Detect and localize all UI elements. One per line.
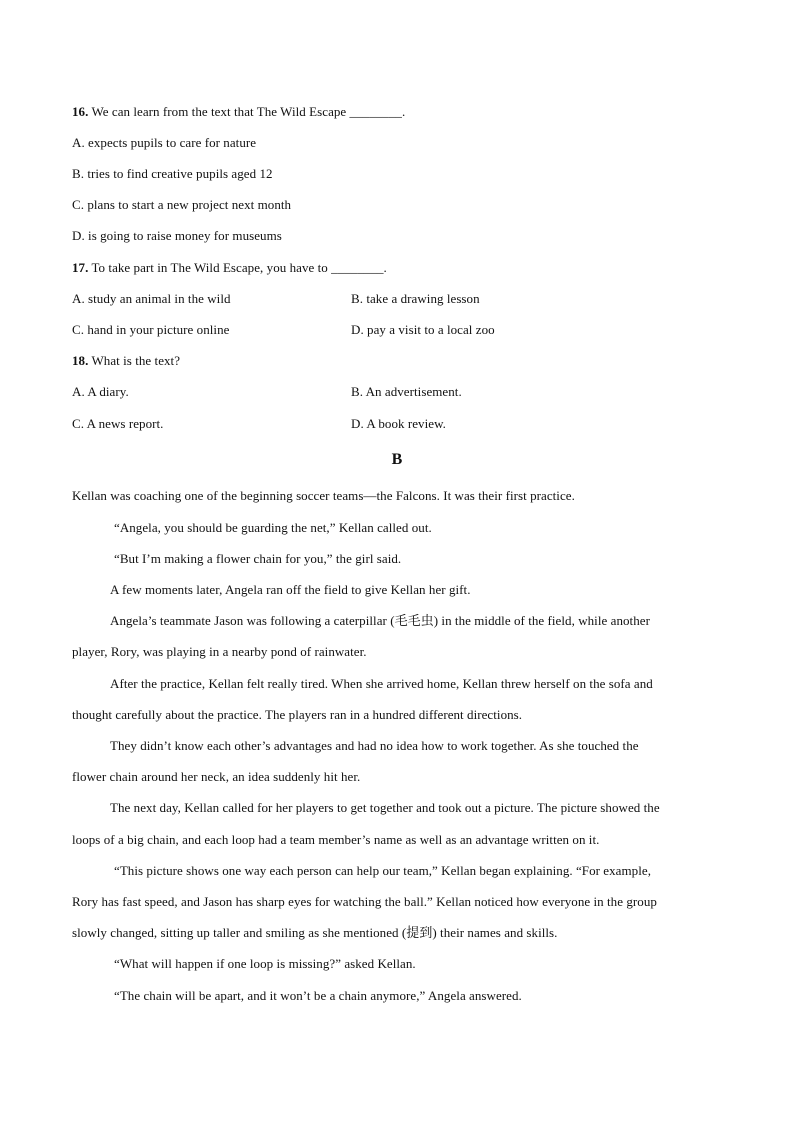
passage-line: A few moments later, Angela ran off the field to give Kellan her gift.: [110, 582, 471, 597]
passage-line: Rory has fast speed, and Jason has sharp eyes for watching the ball.” Kellan noticed how everyone in the group: [72, 894, 657, 909]
question-16-option-d: D. is going to raise money for museums: [72, 228, 282, 243]
passage-line: They didn’t know each other’s advantages and had no idea how to work together. As she touched the: [110, 738, 639, 753]
question-16-option-b: B. tries to find creative pupils aged 12: [72, 166, 273, 181]
question-18-option-a: A. A diary.: [72, 384, 129, 399]
passage-line: “This picture shows one way each person can help our team,” Kellan began explaining. “For example,: [114, 863, 651, 878]
question-16-option-a: A. expects pupils to care for nature: [72, 135, 257, 150]
passage-line: flower chain around her neck, an idea suddenly hit her.: [72, 769, 361, 784]
passage-line: player, Rory, was playing in a nearby pond of rainwater.: [72, 644, 367, 659]
passage-line: Angela’s teammate Jason was following a caterpillar (毛毛虫) in the middle of the field, while another: [110, 613, 650, 628]
question-16-option-c: C. plans to start a new project next month: [72, 197, 292, 212]
passage-line: slowly changed, sitting up taller and smiling as she mentioned (提到) their names and skills.: [72, 925, 558, 940]
passage-line: The next day, Kellan called for her players to get together and took out a picture. The picture showed the: [110, 800, 660, 815]
question-17-option-d: D. pay a visit to a local zoo: [351, 322, 495, 337]
question-17-stem: [72, 259, 387, 277]
passage-line: thought carefully about the practice. The players ran in a hundred different directions.: [72, 707, 523, 722]
question-18-stem: [72, 352, 180, 370]
question-17-option-c: C. hand in your picture online: [72, 322, 230, 337]
passage-line: loops of a big chain, and each loop had a team member’s name as well as an advantage written on it.: [72, 832, 600, 847]
question-17-option-b: B. take a drawing lesson: [351, 291, 480, 306]
passage-line: “Angela, you should be guarding the net,” Kellan called out.: [114, 520, 432, 535]
question-17-number: 17.: [72, 260, 89, 275]
passage-line: Kellan was coaching one of the beginning soccer teams—the Falcons. It was their first practice.: [72, 488, 575, 503]
section-b-heading: B: [391, 451, 403, 468]
question-18-text: What is the text?: [88, 353, 181, 368]
question-16-number: 16.: [72, 104, 89, 119]
question-16-stem: [72, 103, 405, 121]
question-18-option-b: B. An advertisement.: [351, 384, 462, 399]
question-18-option-d: D. A book review.: [351, 416, 446, 431]
question-16-text: We can learn from the text that The Wild Escape ________.: [88, 104, 406, 119]
passage-line: “But I’m making a flower chain for you,” the girl said.: [114, 551, 402, 566]
question-18-number: 18.: [72, 353, 89, 368]
passage-line: After the practice, Kellan felt really tired. When she arrived home, Kellan threw herself on the sofa and: [110, 676, 653, 691]
question-17-text: To take part in The Wild Escape, you have to ________.: [88, 260, 387, 275]
passage-line: “What will happen if one loop is missing?” asked Kellan.: [114, 956, 416, 971]
passage-line: “The chain will be apart, and it won’t be a chain anymore,” Angela answered.: [114, 988, 522, 1003]
question-18-option-c: C. A news report.: [72, 416, 164, 431]
question-17-option-a: A. study an animal in the wild: [72, 291, 231, 306]
